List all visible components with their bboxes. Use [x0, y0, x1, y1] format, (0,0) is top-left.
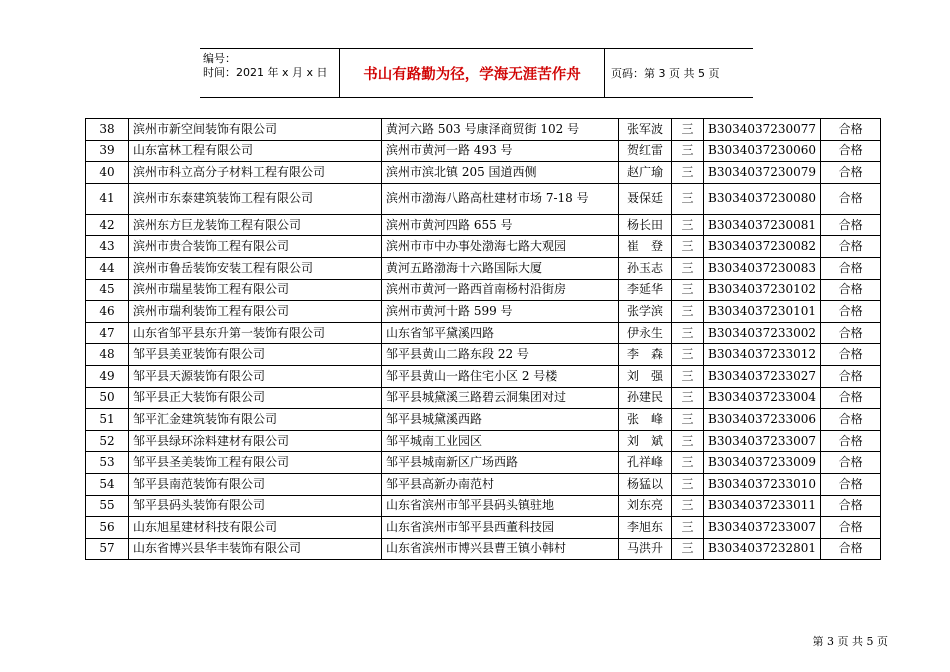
- cell-no: 47: [86, 322, 129, 344]
- cell-grade: 三: [672, 140, 704, 162]
- cell-code: B3034037230083: [704, 257, 821, 279]
- cell-grade: 三: [672, 162, 704, 184]
- table-row: [86, 430, 881, 452]
- cell-code: B3034037233007: [704, 430, 821, 452]
- cell-no: 52: [86, 430, 129, 452]
- cell-company: 邹平县绿环涂料建材有限公司: [129, 430, 382, 452]
- cell-address: 滨州市滨北镇 205 国道西侧: [382, 162, 619, 184]
- cell-no: 51: [86, 409, 129, 431]
- table-row: [86, 140, 881, 162]
- cell-company: 滨州市东泰建筑装饰工程有限公司: [129, 183, 382, 214]
- time-label: 时间：2021 年 x 月 x 日: [203, 66, 328, 79]
- cell-result: 合格: [821, 387, 881, 409]
- cell-company: 山东省博兴县华丰装饰有限公司: [129, 538, 382, 560]
- cell-address: 邹平县黄山二路东段 22 号: [382, 344, 619, 366]
- cell-company: 滨州东方巨龙装饰工程有限公司: [129, 214, 382, 236]
- cell-grade: 三: [672, 183, 704, 214]
- cell-result: 合格: [821, 301, 881, 323]
- cell-person: 孙玉志: [619, 257, 672, 279]
- company-table: [85, 118, 881, 560]
- cell-address: 邹平县高新办南范村: [382, 473, 619, 495]
- cell-result: 合格: [821, 495, 881, 517]
- table-row: [86, 183, 881, 214]
- cell-address: 山东省滨州市邹平县西董科技园: [382, 517, 619, 539]
- cell-no: 46: [86, 301, 129, 323]
- table-body: [86, 119, 881, 560]
- cell-company: 邹平县圣美装饰工程有限公司: [129, 452, 382, 474]
- table-row: [86, 387, 881, 409]
- cell-grade: 三: [672, 322, 704, 344]
- table-row: [86, 409, 881, 431]
- cell-company: 邹平县天源装饰有限公司: [129, 365, 382, 387]
- cell-grade: 三: [672, 430, 704, 452]
- cell-code: B3034037233004: [704, 387, 821, 409]
- cell-code: B3034037232801: [704, 538, 821, 560]
- cell-company: 滨州市瑞利装饰工程有限公司: [129, 301, 382, 323]
- cell-code: B3034037233011: [704, 495, 821, 517]
- cell-address: 山东省滨州市博兴县曹王镇小韩村: [382, 538, 619, 560]
- cell-company: 山东旭星建材科技有限公司: [129, 517, 382, 539]
- cell-person: 伊永生: [619, 322, 672, 344]
- cell-code: B3034037233009: [704, 452, 821, 474]
- cell-company: 邹平县正大装饰有限公司: [129, 387, 382, 409]
- cell-code: B3034037233006: [704, 409, 821, 431]
- cell-person: 马洪升: [619, 538, 672, 560]
- cell-no: 54: [86, 473, 129, 495]
- cell-code: B3034037230060: [704, 140, 821, 162]
- cell-no: 50: [86, 387, 129, 409]
- header-meta: [200, 49, 340, 97]
- cell-code: B3034037230080: [704, 183, 821, 214]
- cell-grade: 三: [672, 279, 704, 301]
- cell-no: 42: [86, 214, 129, 236]
- cell-company: 滨州市鲁岳装饰安装工程有限公司: [129, 257, 382, 279]
- cell-grade: 三: [672, 257, 704, 279]
- cell-code: B3034037233007: [704, 517, 821, 539]
- table-row: [86, 473, 881, 495]
- cell-person: 杨长田: [619, 214, 672, 236]
- cell-no: 40: [86, 162, 129, 184]
- cell-no: 48: [86, 344, 129, 366]
- table-row: [86, 236, 881, 258]
- page-info: 页码：第 3 页 共 5 页: [611, 67, 720, 80]
- cell-grade: 三: [672, 214, 704, 236]
- cell-person: 李 森: [619, 344, 672, 366]
- cell-address: 滨州市渤海八路高杜建材市场 7-18 号: [382, 183, 619, 214]
- cell-address: 邹平县城黛溪西路: [382, 409, 619, 431]
- motto: 书山有路勤为径，学海无涯苦作舟: [340, 49, 605, 97]
- cell-person: 张 峰: [619, 409, 672, 431]
- cell-code: B3034037233010: [704, 473, 821, 495]
- cell-code: B3034037230082: [704, 236, 821, 258]
- cell-grade: 三: [672, 387, 704, 409]
- table-row: [86, 279, 881, 301]
- cell-person: 张学滨: [619, 301, 672, 323]
- cell-result: 合格: [821, 365, 881, 387]
- cell-no: 49: [86, 365, 129, 387]
- cell-no: 53: [86, 452, 129, 474]
- table-row: [86, 162, 881, 184]
- cell-company: 邹平县美亚装饰有限公司: [129, 344, 382, 366]
- cell-person: 刘 斌: [619, 430, 672, 452]
- cell-grade: 三: [672, 409, 704, 431]
- cell-result: 合格: [821, 183, 881, 214]
- cell-no: 57: [86, 538, 129, 560]
- table-row: [86, 517, 881, 539]
- cell-grade: 三: [672, 538, 704, 560]
- cell-address: 滨州市黄河一路西首南杨村沿街房: [382, 279, 619, 301]
- cell-no: 39: [86, 140, 129, 162]
- cell-result: 合格: [821, 236, 881, 258]
- table-row: [86, 538, 881, 560]
- cell-no: 38: [86, 119, 129, 141]
- cell-result: 合格: [821, 140, 881, 162]
- table-row: [86, 119, 881, 141]
- cell-result: 合格: [821, 517, 881, 539]
- cell-address: 山东省滨州市邹平县码头镇驻地: [382, 495, 619, 517]
- cell-person: 刘东亮: [619, 495, 672, 517]
- cell-address: 邹平县城黛溪三路碧云洞集团对过: [382, 387, 619, 409]
- cell-person: 贺红雷: [619, 140, 672, 162]
- page-header: [200, 48, 753, 98]
- cell-address: 山东省邹平黛溪四路: [382, 322, 619, 344]
- cell-company: 滨州市新空间装饰有限公司: [129, 119, 382, 141]
- cell-person: 李旭东: [619, 517, 672, 539]
- cell-person: 杨猛以: [619, 473, 672, 495]
- cell-no: 43: [86, 236, 129, 258]
- cell-grade: 三: [672, 301, 704, 323]
- cell-address: 滨州市黄河四路 655 号: [382, 214, 619, 236]
- cell-person: 张军波: [619, 119, 672, 141]
- cell-code: B3034037230081: [704, 214, 821, 236]
- number-label: 编号：: [203, 52, 236, 65]
- cell-grade: 三: [672, 517, 704, 539]
- cell-grade: 三: [672, 119, 704, 141]
- cell-person: 李延华: [619, 279, 672, 301]
- cell-code: B3034037230077: [704, 119, 821, 141]
- cell-company: 邹平县南范装饰有限公司: [129, 473, 382, 495]
- cell-address: 滨州市黄河一路 493 号: [382, 140, 619, 162]
- cell-address: 邹平县黄山一路住宅小区 2 号楼: [382, 365, 619, 387]
- cell-no: 41: [86, 183, 129, 214]
- cell-address: 滨州市市中办事处渤海七路大观园: [382, 236, 619, 258]
- cell-grade: 三: [672, 236, 704, 258]
- cell-company: 山东省邹平县东升第一装饰有限公司: [129, 322, 382, 344]
- table-row: [86, 214, 881, 236]
- cell-code: B3034037233002: [704, 322, 821, 344]
- cell-result: 合格: [821, 257, 881, 279]
- cell-no: 44: [86, 257, 129, 279]
- cell-company: 滨州市科立高分子材料工程有限公司: [129, 162, 382, 184]
- cell-grade: 三: [672, 495, 704, 517]
- cell-grade: 三: [672, 365, 704, 387]
- cell-result: 合格: [821, 344, 881, 366]
- cell-person: 刘 强: [619, 365, 672, 387]
- table-row: [86, 452, 881, 474]
- cell-code: B3034037233012: [704, 344, 821, 366]
- page-footer: 第 3 页 共 5 页: [812, 635, 888, 648]
- cell-result: 合格: [821, 119, 881, 141]
- cell-code: B3034037230102: [704, 279, 821, 301]
- cell-code: B3034037230101: [704, 301, 821, 323]
- table-row: [86, 257, 881, 279]
- cell-no: 56: [86, 517, 129, 539]
- cell-person: 孔祥峰: [619, 452, 672, 474]
- cell-company: 邹平县码头装饰有限公司: [129, 495, 382, 517]
- cell-person: 聂保廷: [619, 183, 672, 214]
- table-row: [86, 495, 881, 517]
- cell-result: 合格: [821, 473, 881, 495]
- cell-code: B3034037233027: [704, 365, 821, 387]
- cell-code: B3034037230079: [704, 162, 821, 184]
- cell-grade: 三: [672, 452, 704, 474]
- table-row: [86, 344, 881, 366]
- table-row: [86, 301, 881, 323]
- cell-result: 合格: [821, 409, 881, 431]
- cell-person: 崔 登: [619, 236, 672, 258]
- cell-no: 45: [86, 279, 129, 301]
- cell-no: 55: [86, 495, 129, 517]
- cell-person: 孙建民: [619, 387, 672, 409]
- cell-result: 合格: [821, 322, 881, 344]
- cell-person: 赵广瑜: [619, 162, 672, 184]
- cell-address: 黄河六路 503 号康泽商贸街 102 号: [382, 119, 619, 141]
- cell-grade: 三: [672, 344, 704, 366]
- cell-address: 黄河五路渤海十六路国际大厦: [382, 257, 619, 279]
- cell-company: 山东富林工程有限公司: [129, 140, 382, 162]
- cell-result: 合格: [821, 162, 881, 184]
- table-row: [86, 365, 881, 387]
- cell-result: 合格: [821, 214, 881, 236]
- cell-result: 合格: [821, 279, 881, 301]
- cell-company: 滨州市贵合装饰工程有限公司: [129, 236, 382, 258]
- cell-address: 滨州市黄河十路 599 号: [382, 301, 619, 323]
- table-row: [86, 322, 881, 344]
- cell-company: 邹平汇金建筑装饰有限公司: [129, 409, 382, 431]
- cell-result: 合格: [821, 452, 881, 474]
- cell-grade: 三: [672, 473, 704, 495]
- cell-company: 滨州市瑞星装饰工程有限公司: [129, 279, 382, 301]
- cell-result: 合格: [821, 538, 881, 560]
- cell-address: 邹平城南工业园区: [382, 430, 619, 452]
- cell-address: 邹平县城南新区广场西路: [382, 452, 619, 474]
- cell-result: 合格: [821, 430, 881, 452]
